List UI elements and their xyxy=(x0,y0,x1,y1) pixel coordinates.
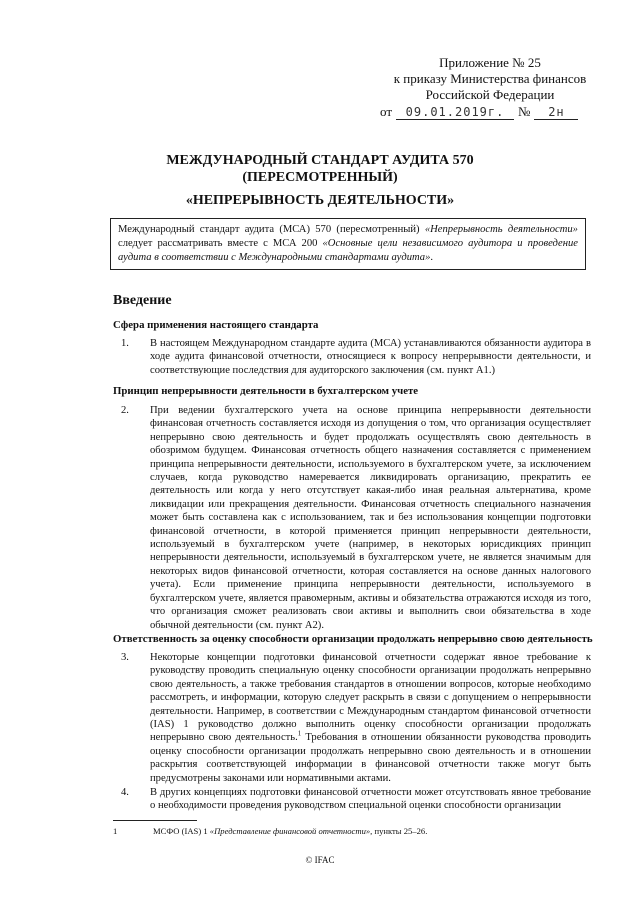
box-text-2: следует рассматривать вместе с МСА 200 xyxy=(118,238,323,249)
footnote-italic: «Представление финансовой отчетности» xyxy=(209,826,371,836)
paragraph-3 xyxy=(113,651,591,785)
standard-note-box xyxy=(110,218,586,270)
footnote-divider xyxy=(113,820,197,821)
paragraph-3-text-a: Некоторые концепции подготовки финансовой отчетности содержат явное требование к руководству проводить специальную оценку способности организации продолжать непрерывно свою деятельность, а также требования стандартов в отношении вопросов, которые необходимо рассмотреть, и информации, которую следует раскрыть в связи с допущением о непрерывности деятельности. Например, в соответствии с Международным стандартом финансовой отчетности (IAS) 1 руководство должно выполнить оценку способности организации продолжать непрерывно свою деятельность. xyxy=(150,652,591,744)
footnote-suffix: , пункты 25–26. xyxy=(370,826,428,836)
paragraph-text: При ведении бухгалтерского учета на основе принципа непрерывности деятельности финансовая отчетность составляется исходя из допущения о том, что организация осуществляет непрерывно свою деятельность и будет продолжать осуществлять свою деятельность в обозримом будущем. Финансовая отчетность общего назначения составляется с применением принципа непрерывности деятельности, используемого в бухгалтерском учете, за исключением случаев, когда руководство намеревается ликвидировать организацию, прекратить ее деятельность или когда у него отсутствует какая-либо иная реальная альтернатива, кроме ликвидации или прекращения деятельности. Финансовая отчетность специального назначения может быть составлена как с использованием, так и без использования концепции подготовки финансовой отчетности, в которой применяется принцип непрерывности деятельности, используемый в бухгалтерском учете (например, в некоторых юрисдикциях принцип непрерывности деятельности, используемый в бухгалтерском учете, не является значимым для некоторых видов финансовой отчетности, которая составляется на основе данных налогового учета). Если применение принципа непрерывности деятельности, используемого в бухгалтерском учете, является правомерным, активы и обязательства отражаются исходя из того, что организация сможет реализовать свои активы и выполнить свои обязательства в ходе обычной деятельности (см. пункт А2). xyxy=(150,405,591,631)
order-date-number xyxy=(380,104,610,120)
section-heading-going-concern: Принцип непрерывности деятельности в бухгалтерском учете xyxy=(113,385,419,397)
paragraph-number: 2. xyxy=(121,405,129,416)
paragraph-text: В других концепциях подготовки финансовой отчетности может отсутствовать явное требование о необходимости проведения руководством специальной оценки способности организации xyxy=(150,787,591,812)
from-label: от xyxy=(380,104,393,119)
paragraph-number: 3. xyxy=(121,652,129,663)
document-title xyxy=(0,152,640,209)
paragraph-1 xyxy=(113,337,591,377)
paragraph-text xyxy=(150,651,591,785)
box-italic-2: «Основные цели независимого аудитора и проведение аудита в соответствии с Международными стандартами аудита» xyxy=(118,238,579,263)
appendix-header xyxy=(370,55,610,103)
footnote-ref: 1 xyxy=(297,729,302,738)
appendix-line-1: Приложение № 25 xyxy=(439,55,541,70)
title-line-2: (ПЕРЕСМОТРЕННЫЙ) xyxy=(242,170,398,185)
copyright: © IFAC xyxy=(305,855,335,865)
box-text-3: . xyxy=(430,252,434,263)
footnote-prefix: МСФО (IAS) 1 xyxy=(153,826,210,836)
appendix-line-2: к приказу Министерства финансов xyxy=(393,71,587,86)
number-label: № xyxy=(518,104,531,119)
section-heading-responsibility: Ответственность за оценку способности организации продолжать непрерывно свою деятельность xyxy=(113,633,593,645)
section-heading-scope: Сфера применения настоящего стандарта xyxy=(113,319,319,331)
handwritten-date: 09.01.2019г. xyxy=(396,105,514,120)
paragraph-number: 1. xyxy=(121,338,129,349)
box-italic-1: «Непрерывность деятельности» xyxy=(424,224,578,235)
footnote xyxy=(113,826,427,836)
box-text-1: Международный стандарт аудита (МСА) 570 (пересмотренный) xyxy=(118,224,425,235)
paragraph-4 xyxy=(113,786,591,813)
title-line-3: «НЕПРЕРЫВНОСТЬ ДЕЯТЕЛЬНОСТИ» xyxy=(185,193,455,208)
appendix-line-3: Российской Федерации xyxy=(425,87,555,102)
handwritten-number: 2н xyxy=(534,105,578,120)
footnote-text xyxy=(153,826,427,836)
paragraph-3-text-b: Требования в отношении обязанности руководства проводить оценку способности организации продолжать непрерывно свою деятельность и в отношении раскрытия соответствующей информации в финансовой отчетности также могут быть предусмотрены законами или нормативными актами. xyxy=(150,732,591,784)
title-line-1: МЕЖДУНАРОДНЫЙ СТАНДАРТ АУДИТА 570 xyxy=(166,153,474,168)
paragraph-text: В настоящем Международном стандарте аудита (МСА) устанавливаются обязанности аудитора в ходе аудита финансовой отчетности, относящиеся к вопросу непрерывности деятельности, и соответствующие последствия для аудиторского заключения (см. пункт А1.) xyxy=(150,338,591,376)
intro-heading: Введение xyxy=(113,293,172,308)
paragraph-2 xyxy=(113,404,591,632)
paragraph-number: 4. xyxy=(121,787,129,798)
footnote-marker: 1 xyxy=(113,826,118,836)
